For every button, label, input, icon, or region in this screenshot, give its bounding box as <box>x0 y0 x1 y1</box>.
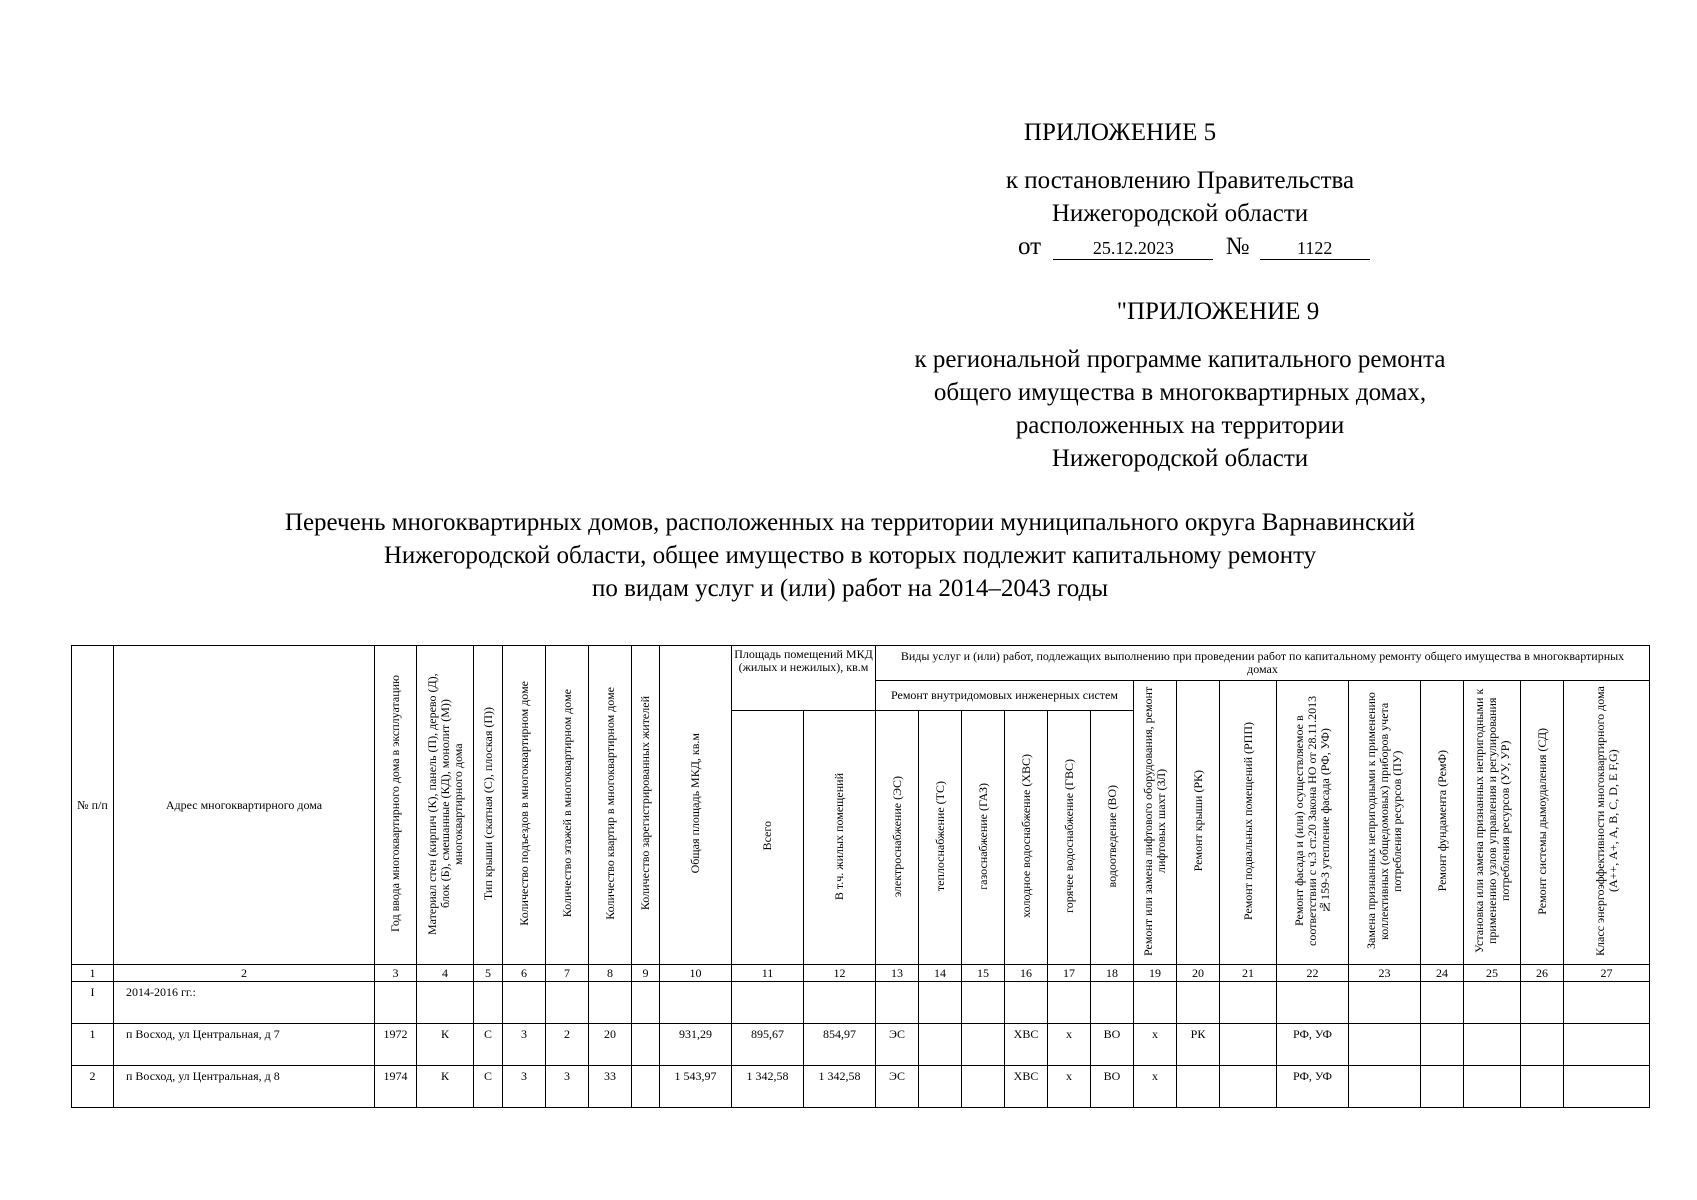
header-works-group: Виды услуг и (или) работ, подлежащих выполнению при проведении работ по капитальному ремонту общего имущества в многоквартирных домах <box>876 646 1650 681</box>
row-foundation <box>1421 1066 1464 1108</box>
row-ts <box>919 1024 962 1066</box>
row-smoke <box>1521 1024 1564 1066</box>
col-number: 16 <box>1005 965 1048 982</box>
resolution-reference <box>950 164 1410 230</box>
row-roof: РК <box>1177 1024 1220 1066</box>
header-address: Адрес многоквартирного дома <box>114 646 375 965</box>
row-basement <box>1220 1024 1277 1066</box>
col-number: 10 <box>660 965 732 982</box>
row-facade: РФ, УФ <box>1277 1024 1349 1066</box>
number-label: № <box>1225 233 1250 260</box>
col-number: 1 <box>72 965 114 982</box>
appendix-5-heading: ПРИЛОЖЕНИЕ 5 <box>1023 119 1217 146</box>
header-engineering-group: Ремонт внутридомовых инженерных систем <box>876 681 1134 711</box>
title-line-1: Перечень многоквартирных домов, расположенных на территории муниципального округа Варнавинский <box>284 509 1416 536</box>
row-foundation <box>1421 1024 1464 1066</box>
row-control <box>1464 1066 1521 1108</box>
row-address: п Восход, ул Центральная, д 7 <box>114 1024 375 1066</box>
row-gas <box>962 1066 1005 1108</box>
row-entrances: 3 <box>503 1024 546 1066</box>
period-num: I <box>72 982 114 1024</box>
col-number: 13 <box>876 965 919 982</box>
header-flats: Количество квартир в многоквартирном доме <box>602 687 617 920</box>
row-roof-type: С <box>474 1066 503 1108</box>
row-total-area: 931,29 <box>660 1024 732 1066</box>
row-walls: К <box>417 1024 474 1066</box>
header-hvs: холодное водоснабжение (ХВС) <box>1018 754 1033 919</box>
col-number: 27 <box>1564 965 1650 982</box>
col-number: 19 <box>1134 965 1177 982</box>
row-year: 1974 <box>375 1066 417 1108</box>
row-flats: 20 <box>589 1024 632 1066</box>
row-roof-type: С <box>474 1024 503 1066</box>
program-line-4: Нижегородской области <box>1051 445 1309 472</box>
header-total-area: Общая площадь МКД, кв.м <box>688 733 702 874</box>
header-area-all-cell <box>732 711 804 965</box>
resolution-number: 1122 <box>1260 237 1370 260</box>
header-basement-cell <box>1220 681 1277 965</box>
resolution-date-number <box>1018 230 1370 263</box>
resolution-line-2: Нижегородской области <box>1051 200 1309 227</box>
row-lift: х <box>1134 1024 1177 1066</box>
row-walls: К <box>417 1066 474 1108</box>
row-control <box>1464 1024 1521 1066</box>
row-entrances: 3 <box>503 1066 546 1108</box>
header-roof-cell <box>1177 681 1220 965</box>
header-ts: теплоснабжение (ТС) <box>932 781 947 892</box>
houses-table <box>71 645 1650 1108</box>
row-hvs: ХВС <box>1005 1024 1048 1066</box>
header-vo: водоотведение (ВО) <box>1104 784 1119 888</box>
header-entrances-cell <box>503 646 546 965</box>
program-line-2: общего имущества в многоквартирных домах, <box>933 379 1427 406</box>
header-facade-cell <box>1277 681 1349 965</box>
header-entrances: Количество подъездов в многоквартирном доме <box>516 681 531 926</box>
program-reference <box>830 343 1530 475</box>
header-residents-cell <box>632 646 660 965</box>
col-number: 12 <box>804 965 876 982</box>
row-vo: ВО <box>1091 1066 1134 1108</box>
row-energy <box>1564 1024 1650 1066</box>
col-number: 7 <box>546 965 589 982</box>
header-roof-type: Тип крыши (скатная (С), плоская (П)) <box>480 706 495 901</box>
row-energy <box>1564 1066 1650 1108</box>
col-number: 21 <box>1220 965 1277 982</box>
row-hvs: ХВС <box>1005 1066 1048 1108</box>
col-number: 9 <box>632 965 660 982</box>
col-number: 11 <box>732 965 804 982</box>
program-line-1: к региональной программе капитального ремонта <box>914 346 1446 373</box>
header-walls-cell <box>417 646 474 965</box>
col-number: 23 <box>1349 965 1421 982</box>
col-number: 26 <box>1521 965 1564 982</box>
resolution-line-1: к постановлению Правительства <box>1005 167 1355 194</box>
row-floors: 2 <box>546 1024 589 1066</box>
col-number: 2 <box>114 965 375 982</box>
col-number: 5 <box>474 965 503 982</box>
header-smoke: Ремонт системы дымоудаления (СД) <box>1534 727 1549 915</box>
row-residents <box>632 1024 660 1066</box>
header-hvs-cell <box>1005 711 1048 965</box>
row-basement <box>1220 1066 1277 1108</box>
row-total-area: 1 543,97 <box>660 1066 732 1108</box>
header-year: Год ввода многоквартирного дома в эксплуатацию <box>388 674 402 932</box>
col-number: 18 <box>1091 965 1134 982</box>
header-energy-cell <box>1564 681 1650 965</box>
row-es: ЭС <box>876 1024 919 1066</box>
header-lift-cell <box>1134 681 1177 965</box>
header-lift: Ремонт или замена лифтового оборудования, ремонт лифтовых шахт (ЗЛ) <box>1141 686 1168 956</box>
row-num: 2 <box>72 1066 114 1108</box>
column-numbers-row <box>72 965 1650 982</box>
row-floors: 3 <box>546 1066 589 1108</box>
row-area-living: 854,97 <box>804 1024 876 1066</box>
row-address: п Восход, ул Центральная, д 8 <box>114 1066 375 1108</box>
header-floors: Количество этажей в многоквартирном доме <box>559 689 574 918</box>
row-vo: ВО <box>1091 1024 1134 1066</box>
header-es: электроснабжение (ЭС) <box>889 775 904 897</box>
period-label: 2014-2016 гг.: <box>114 982 375 1024</box>
header-meters: Замена признанных непригодными к применению коллективных (общедомовых) приборов учета потребления ресурсов (ПУ) <box>1364 692 1404 950</box>
period-row <box>72 982 1650 1024</box>
row-flats: 33 <box>589 1066 632 1108</box>
row-area-all: 1 342,58 <box>732 1066 804 1108</box>
col-number: 14 <box>919 965 962 982</box>
row-lift: х <box>1134 1066 1177 1108</box>
col-number: 24 <box>1421 965 1464 982</box>
appendix-9-heading: "ПРИЛОЖЕНИЕ 9 <box>1116 298 1320 325</box>
header-foundation: Ремонт фундамента (РемФ) <box>1434 750 1449 892</box>
resolution-date: 25.12.2023 <box>1053 237 1213 260</box>
row-area-living: 1 342,58 <box>804 1066 876 1108</box>
program-line-3: расположенных на территории <box>1015 412 1345 439</box>
header-area-living: В т.ч. жилых помещений <box>832 772 846 900</box>
row-gvs: х <box>1048 1066 1091 1108</box>
row-es: ЭС <box>876 1066 919 1108</box>
row-num: 1 <box>72 1024 114 1066</box>
header-num: № п/п <box>72 646 114 965</box>
header-control-cell <box>1464 681 1521 965</box>
title-line-2: Нижегородской области, общее имущество в которых подлежит капитальному ремонту <box>383 542 1317 569</box>
header-foundation-cell <box>1421 681 1464 965</box>
col-number: 8 <box>589 965 632 982</box>
row-smoke <box>1521 1066 1564 1108</box>
header-walls: Материал стен (кирпич (К), панель (П), дерево (Д), блок (Б), смешанные (КД), монолит (М)) многоквартирного дома <box>424 672 465 935</box>
header-gas: газоснабжение (ГАЗ) <box>975 782 990 890</box>
header-roof: Ремонт крыши (РК) <box>1190 770 1205 872</box>
table-row <box>72 1024 1650 1066</box>
header-year-cell <box>375 646 417 965</box>
table-row <box>72 1066 1650 1108</box>
header-ts-cell <box>919 711 962 965</box>
col-number: 6 <box>503 965 546 982</box>
header-smoke-cell <box>1521 681 1564 965</box>
row-gas <box>962 1024 1005 1066</box>
header-floors-cell <box>546 646 589 965</box>
header-flats-cell <box>589 646 632 965</box>
header-area-group: Площадь помещений МКД (жилых и нежилых), кв.м <box>732 646 876 711</box>
ot-label: от <box>1018 233 1042 260</box>
col-number: 25 <box>1464 965 1521 982</box>
row-roof <box>1177 1066 1220 1108</box>
header-es-cell <box>876 711 919 965</box>
header-control: Установка или замена признанных непригодными к применению узлов управления и регулирования потребления ресурсов (УУ, УР) <box>1471 688 1512 954</box>
col-number: 4 <box>417 965 474 982</box>
header-basement: Ремонт подвальных помещений (РПП) <box>1240 721 1255 921</box>
col-number: 20 <box>1177 965 1220 982</box>
row-gvs: х <box>1048 1024 1091 1066</box>
row-area-all: 895,67 <box>732 1024 804 1066</box>
row-ts <box>919 1066 962 1108</box>
col-number: 15 <box>962 965 1005 982</box>
header-total-area-cell <box>660 646 732 965</box>
document-title <box>140 506 1560 605</box>
row-meters <box>1349 1024 1421 1066</box>
col-number: 22 <box>1277 965 1349 982</box>
header-gvs: горячее водоснабжение (ГВС) <box>1061 759 1076 914</box>
header-facade: Ремонт фасада и (или) осуществляемое в соответствии с ч.3 ст.20 Закона НО от 28.11.2013 №159-З утепление фасада (РФ, УФ) <box>1292 695 1332 947</box>
header-meters-cell <box>1349 681 1421 965</box>
col-number: 17 <box>1048 965 1091 982</box>
header-area-all: Всего <box>760 821 774 851</box>
title-line-3: по видам услуг и (или) работ на 2014–2043 годы <box>591 575 1109 602</box>
header-gvs-cell <box>1048 711 1091 965</box>
header-roof-type-cell <box>474 646 503 965</box>
header-energy: Класс энергоэффективности многоквартирного дома (А++, А+, А, В, С, D, E F,G) <box>1592 686 1620 956</box>
row-facade: РФ, УФ <box>1277 1066 1349 1108</box>
header-residents: Количество зарегистрированных жителей <box>638 696 652 911</box>
row-year: 1972 <box>375 1024 417 1066</box>
header-vo-cell <box>1091 711 1134 965</box>
col-number: 3 <box>375 965 417 982</box>
row-residents <box>632 1066 660 1108</box>
header-area-living-cell <box>804 711 876 965</box>
row-meters <box>1349 1066 1421 1108</box>
header-gas-cell <box>962 711 1005 965</box>
